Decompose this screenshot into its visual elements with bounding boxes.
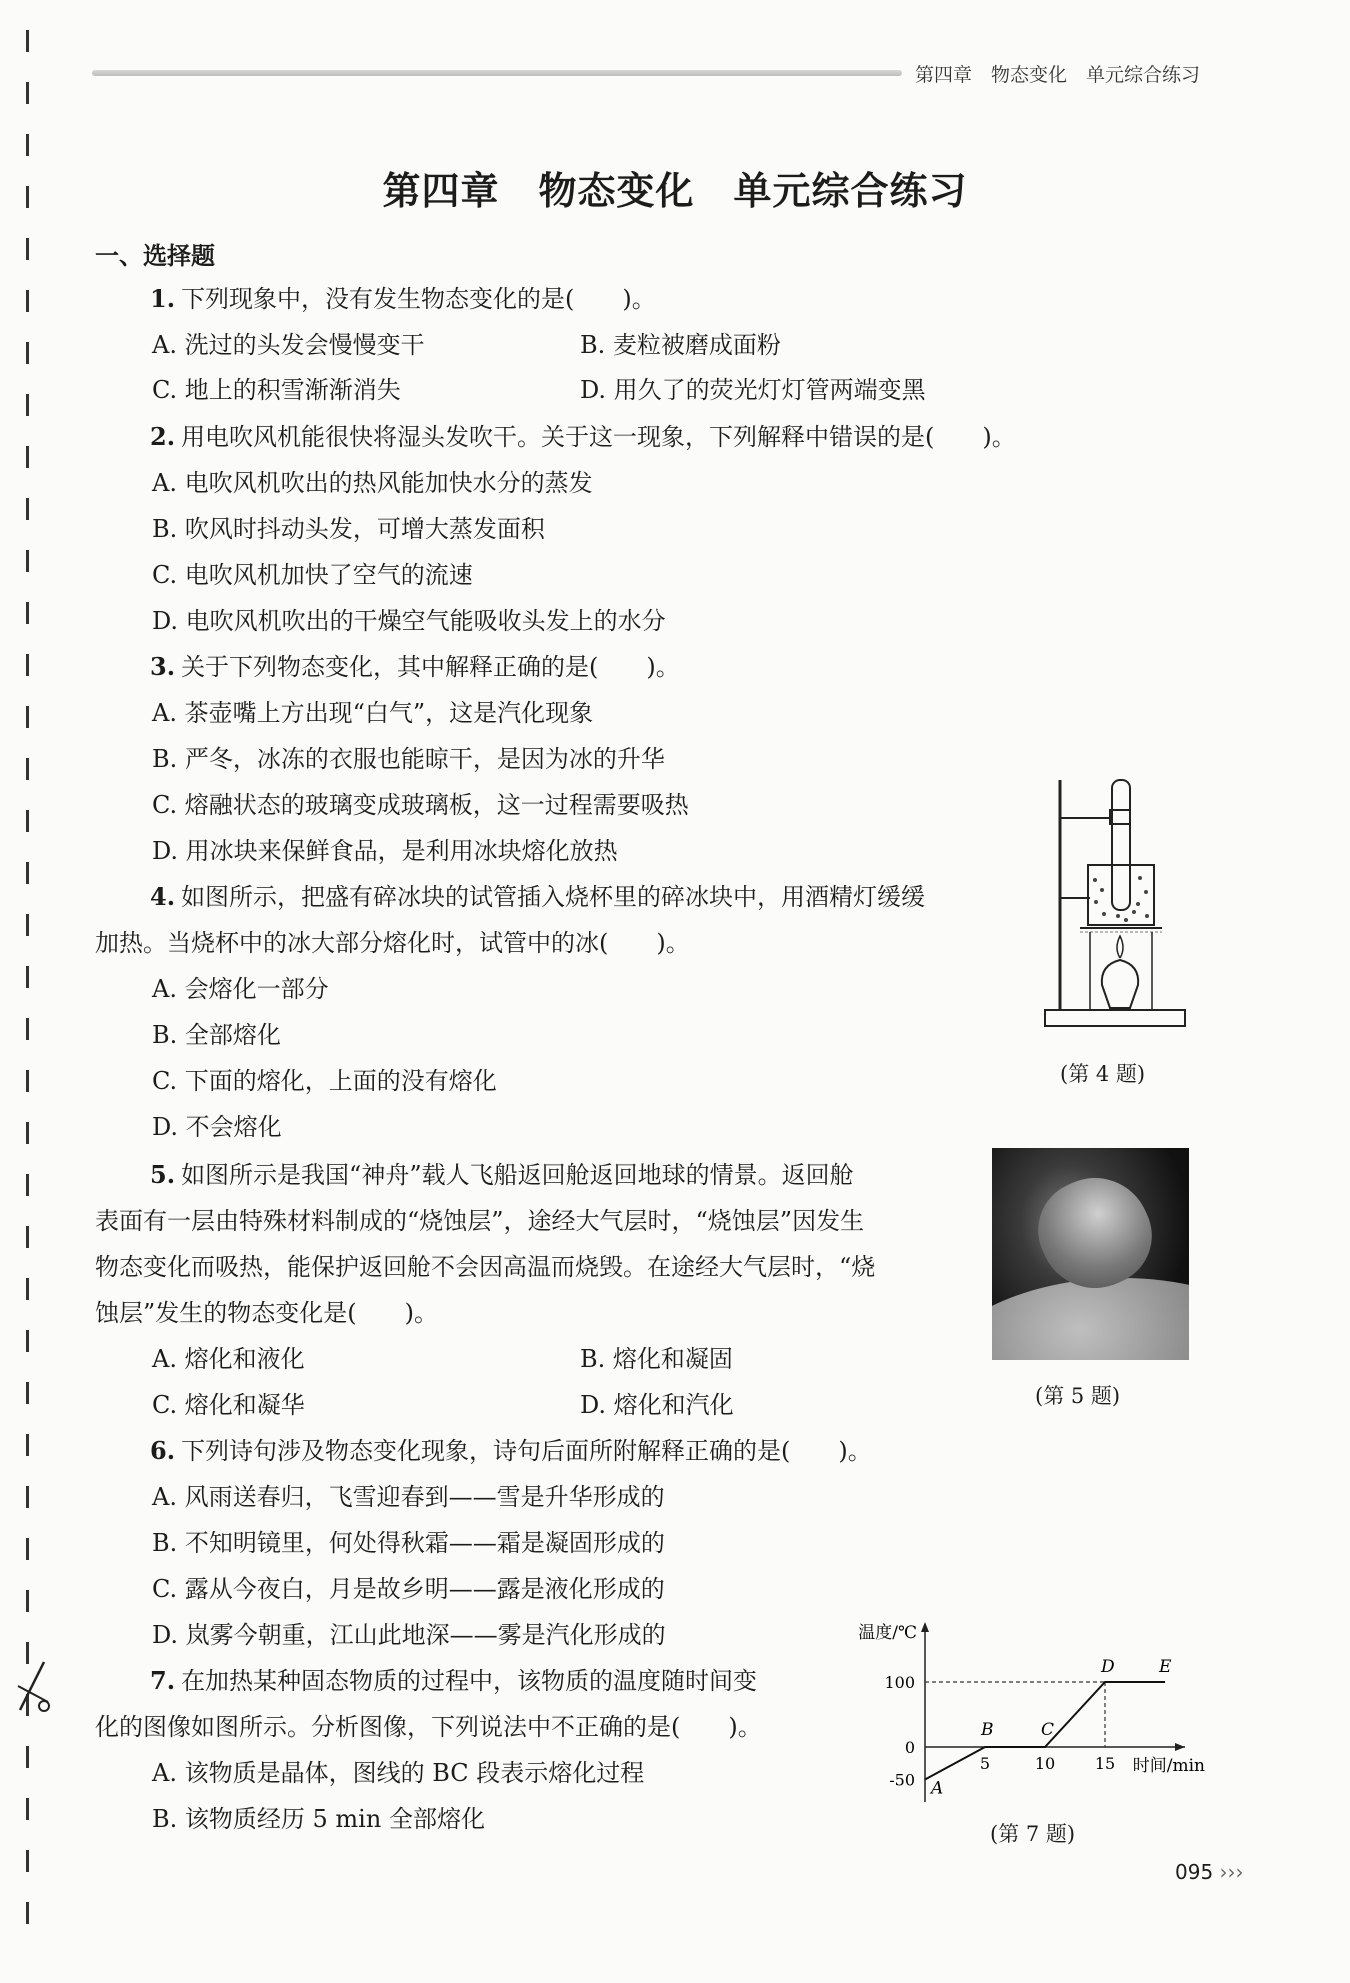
y-axis-arrow: [921, 1622, 929, 1632]
question-text: 在加热某种固态物质的过程中，该物质的温度随时间变: [181, 1667, 758, 1695]
margin-dash: [26, 1434, 29, 1456]
margin-dash: [26, 290, 29, 312]
margin-dash: [26, 758, 29, 780]
margin-dash: [26, 550, 29, 572]
margin-dash: [26, 394, 29, 416]
q6-option-d: D. 岚雾今朝重，江山此地深——雾是汽化形成的: [152, 1621, 666, 1649]
section-heading: 一、选择题: [95, 242, 215, 270]
question-text: 如图所示，把盛有碎冰块的试管插入烧杯里的碎冰块中，用酒精灯缓缓: [181, 883, 926, 911]
q2-option-d: D. 电吹风机吹出的干燥空气能吸收头发上的水分: [152, 607, 666, 635]
question-text: 下列现象中，没有发生物态变化的是( )。: [181, 285, 656, 313]
question-text: 下列诗句涉及物态变化现象，诗句后面所附解释正确的是( )。: [181, 1437, 872, 1465]
y-axis-label: 温度/℃: [858, 1623, 917, 1643]
question-1: [150, 284, 656, 314]
q5-option-b: B. 熔化和凝固: [580, 1345, 733, 1373]
q7-option-b: B. 该物质经历 5 min 全部熔化: [152, 1805, 485, 1833]
question-2: [150, 422, 1016, 452]
question-number: 5.: [150, 1160, 176, 1189]
figure-7-caption: (第 7 题): [990, 1822, 1076, 1846]
margin-dash: [26, 1070, 29, 1092]
margin-dash: [26, 446, 29, 468]
question-7: [150, 1666, 757, 1696]
x-tick-label: 15: [1094, 1754, 1116, 1773]
q2-option-b: B. 吹风时抖动头发，可增大蒸发面积: [152, 515, 545, 543]
x-axis-arrow: [1175, 1743, 1185, 1751]
margin-dash: [26, 1122, 29, 1144]
margin-dash: [26, 1226, 29, 1248]
figure-4-caption: (第 4 题): [1060, 1062, 1146, 1086]
page-arrows: ›››: [1219, 1860, 1244, 1884]
margin-dash: [26, 1538, 29, 1560]
margin-dash: [26, 1850, 29, 1872]
q1-option-d: D. 用久了的荧光灯灯管两端变黑: [580, 376, 926, 404]
margin-dash: [26, 498, 29, 520]
x-tick-label: 5: [979, 1754, 991, 1773]
point-label-b: B: [981, 1720, 994, 1740]
margin-dash: [26, 342, 29, 364]
question-text: 如图所示是我国“神舟”载人飞船返回舱返回地球的情景。返回舱: [181, 1161, 854, 1189]
point-label-e: E: [1159, 1657, 1172, 1677]
margin-dash: [26, 1902, 29, 1924]
question-text: 用电吹风机能很快将湿头发吹干。关于这一现象，下列解释中错误的是( )。: [181, 423, 1016, 451]
q3-option-d: D. 用冰块来保鲜食品，是利用冰块熔化放热: [152, 837, 618, 865]
heating-apparatus-figure: [1030, 770, 1190, 1040]
margin-dash: [26, 1746, 29, 1768]
q4-option-a: A. 会熔化一部分: [152, 975, 329, 1003]
capsule-reentry-photo: [992, 1148, 1189, 1360]
q2-option-a: A. 电吹风机吹出的热风能加快水分的蒸发: [152, 469, 593, 497]
margin-dash: [26, 1486, 29, 1508]
figure-5-caption: (第 5 题): [1035, 1384, 1121, 1408]
margin-dash: [26, 1174, 29, 1196]
question-4: [150, 882, 925, 912]
q3-option-c: C. 熔融状态的玻璃变成玻璃板，这一过程需要吸热: [152, 791, 689, 819]
margin-dash: [26, 654, 29, 676]
question-text: 关于下列物态变化，其中解释正确的是( )。: [181, 653, 680, 681]
x-axis-label: 时间/min: [1132, 1756, 1205, 1776]
page-number-value: 095: [1175, 1860, 1214, 1884]
question-6: [150, 1436, 872, 1466]
y-tick-label: -50: [889, 1770, 915, 1790]
q4-option-d: D. 不会熔化: [152, 1113, 282, 1141]
q6-option-c: C. 露从今夜白，月是故乡明——露是液化形成的: [152, 1575, 665, 1603]
y-tick-label: 100: [884, 1673, 915, 1692]
point-label-c: C: [1041, 1720, 1055, 1740]
margin-dash: [26, 1798, 29, 1820]
margin-dash: [26, 1590, 29, 1612]
q7-option-a: A. 该物质是晶体，图线的 BC 段表示熔化过程: [152, 1759, 645, 1787]
q1-option-a: A. 洗过的头发会慢慢变干: [152, 331, 425, 359]
q1-option-b: B. 麦粒被磨成面粉: [580, 331, 781, 359]
q1-option-c: C. 地上的积雪渐渐消失: [152, 376, 401, 404]
earth-shape: [992, 1278, 1189, 1360]
margin-dash: [26, 238, 29, 260]
temperature-time-chart: [855, 1612, 1215, 1812]
question-number: 1.: [150, 284, 176, 313]
q4-option-b: B. 全部熔化: [152, 1021, 281, 1049]
page-title: 第四章 物态变化 单元综合练习: [382, 169, 968, 213]
page-number: [1175, 1860, 1244, 1884]
margin-dash: [26, 134, 29, 156]
header-rule: [92, 70, 902, 76]
question-4-cont: 加热。当烧杯中的冰大部分熔化时，试管中的冰( )。: [95, 929, 690, 957]
q4-option-c: C. 下面的熔化，上面的没有熔化: [152, 1067, 497, 1095]
question-number: 3.: [150, 652, 176, 681]
y-tick-label: 0: [904, 1738, 915, 1757]
question-5-cont-1: 表面有一层由特殊材料制成的“烧蚀层”，途经大气层时，“烧蚀层”因发生: [95, 1207, 865, 1235]
scissors-icon: [14, 1658, 54, 1718]
question-number: 7.: [150, 1666, 176, 1695]
question-5-cont-2: 物态变化而吸热，能保护返回舱不会因高温而烧毁。在途经大气层时，“烧: [95, 1253, 876, 1281]
point-label-a: A: [931, 1778, 944, 1799]
question-3: [150, 652, 680, 682]
margin-dash: [26, 914, 29, 936]
q5-option-a: A. 熔化和液化: [152, 1345, 305, 1373]
margin-dash: [26, 30, 29, 52]
running-head: 第四章 物态变化 单元综合练习: [915, 64, 1201, 86]
margin-dash: [26, 1330, 29, 1352]
question-5: [150, 1160, 854, 1190]
margin-dash: [26, 966, 29, 988]
x-tick-label: 10: [1034, 1754, 1056, 1773]
q5-option-c: C. 熔化和凝华: [152, 1391, 305, 1419]
margin-dash: [26, 862, 29, 884]
q6-option-a: A. 风雨送春归，飞雪迎春到——雪是升华形成的: [152, 1483, 665, 1511]
question-number: 2.: [150, 422, 176, 451]
question-7-cont: 化的图像如图所示。分析图像，下列说法中不正确的是( )。: [95, 1713, 762, 1741]
question-5-cont-3: 蚀层”发生的物态变化是( )。: [95, 1299, 438, 1327]
q6-option-b: B. 不知明镜里，何处得秋霜——霜是凝固形成的: [152, 1529, 665, 1557]
q3-option-b: B. 严冬，冰冻的衣服也能晾干，是因为冰的升华: [152, 745, 665, 773]
margin-dash: [26, 1278, 29, 1300]
margin-dash: [26, 1018, 29, 1040]
margin-dash: [26, 1382, 29, 1404]
margin-dash: [26, 706, 29, 728]
point-label-d: D: [1101, 1657, 1115, 1677]
question-number: 4.: [150, 882, 176, 911]
margin-dash: [26, 810, 29, 832]
margin-dash: [26, 82, 29, 104]
margin-dash: [26, 602, 29, 624]
q5-option-d: D. 熔化和汽化: [580, 1391, 734, 1419]
question-number: 6.: [150, 1436, 176, 1465]
q3-option-a: A. 茶壶嘴上方出现“白气”，这是汽化现象: [152, 699, 594, 727]
q2-option-c: C. 电吹风机加快了空气的流速: [152, 561, 473, 589]
